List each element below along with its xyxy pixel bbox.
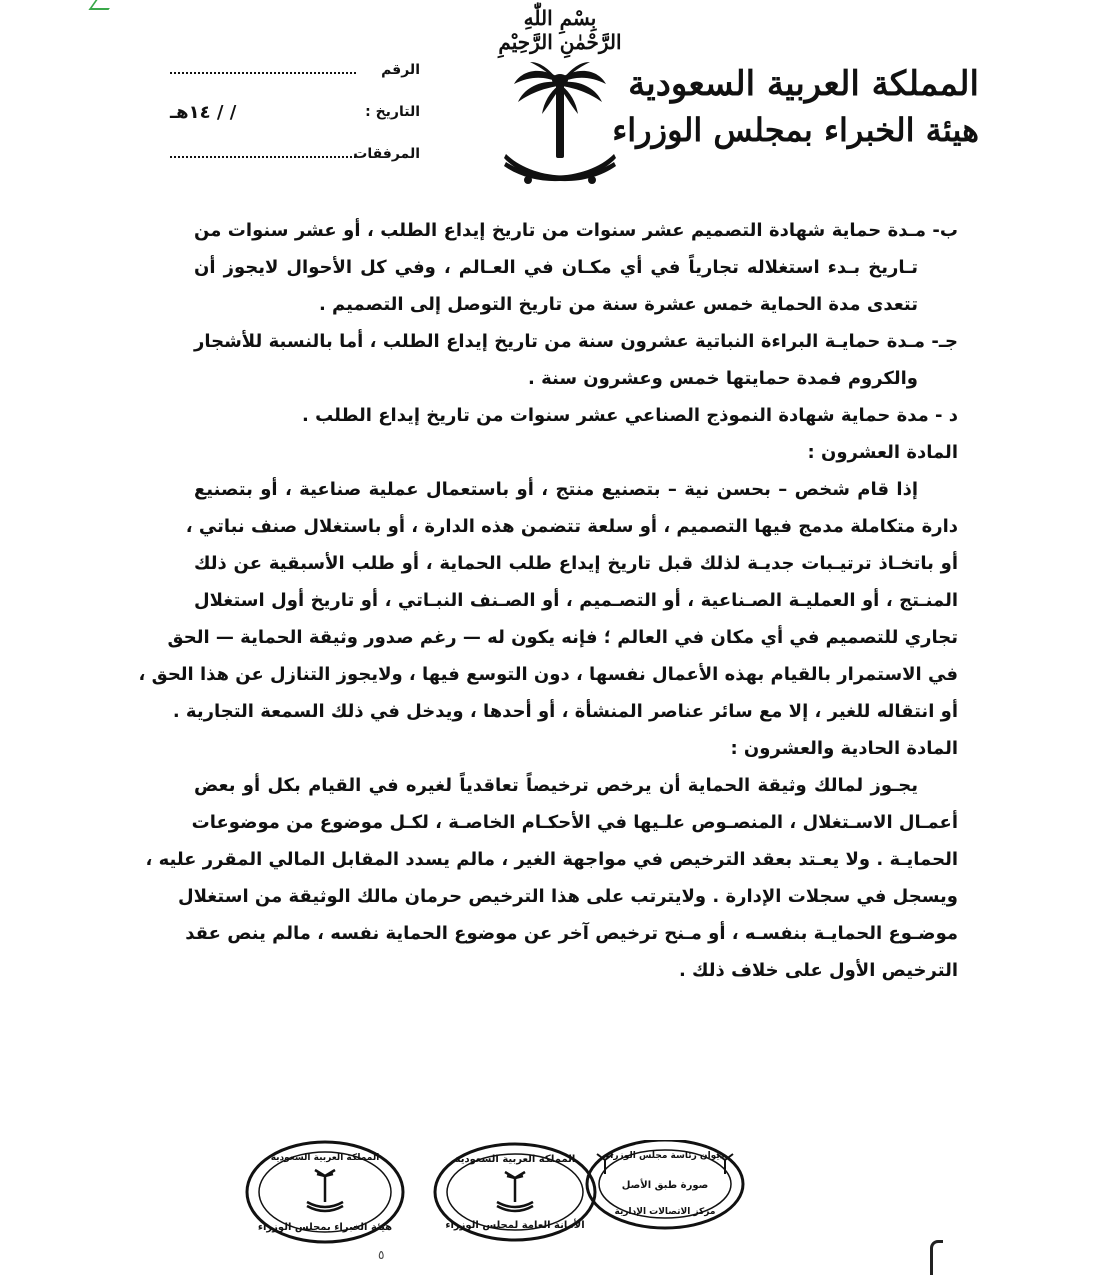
paragraph-j-line: والكروم فمدة حمايتها خمس وعشرون سنة . <box>527 368 918 389</box>
attachments-row <box>160 142 420 184</box>
article-21-line: موضـوع الحمايـة بنفسـه ، أو مـنح ترخيص آخر عن موضوع الحماية نفسه ، مالم ينص عقد <box>185 923 958 944</box>
article-20-line: في الاستمرار بالقيام بهذه الأعمال نفسها ، دون التوسع فيها ، ولايجوز التنازل عن هذا الحق ، <box>138 664 958 685</box>
seal-2-line-1: المملكة العربية السعودية <box>454 1154 576 1165</box>
ref-number-row <box>160 58 420 100</box>
paragraph-b-line: ب- مـدة حماية شهادة التصميم عشر سنوات من تاريخ إيداع الطلب ، أو عشر سنوات من <box>194 220 958 241</box>
attachments-label: المرفقات <box>353 146 420 162</box>
date-label: التاريخ : <box>365 104 420 120</box>
basmala-calligraphy: بِسْمِ اللّٰهِ الرَّحْمٰنِ الرَّحِيْمِ <box>498 6 622 54</box>
article-21-line: الحمايـة . ولا يعـتد بعقد الترخيص في مواجهة الغير ، مالم يسدد المقابل المالي المقرر عليه ، <box>145 849 958 870</box>
ref-number-label: الرقم <box>381 62 420 78</box>
date-row <box>160 100 420 142</box>
article-21-title: المادة الحادية والعشرون : <box>730 738 958 759</box>
attachments-line <box>170 156 356 158</box>
letterhead-title-block <box>612 60 979 152</box>
paragraph-b-line: تتعدى مدة الحماية خمس عشرة سنة من تاريخ التوصل إلى التصميم . <box>318 294 918 315</box>
article-20-line: أو انتقاله للغير ، إلا مع سائر عناصر المنشأة ، أو أحدها ، ويدخل في ذلك السمعة التجارية . <box>172 701 958 722</box>
article-20-line: أو باتخـاذ ترتيـبات جديـة لذلك قبل تاريخ إيداع طلب الحماية ، أو طلب الأسبقية عن ذلك <box>194 553 958 574</box>
date-value: / / ١٤هـ <box>170 102 237 123</box>
paragraph-j-line: جـ- مـدة حمايـة البراءة النباتية عشرون سنة من تاريخ إيداع الطلب ، أما بالنسبة للأشجار <box>194 331 958 352</box>
margin-bracket <box>930 1240 943 1275</box>
article-20-line: إذا قام شخص – بحسن نية – بتصنيع منتج ، أو باستعمال عملية صناعية ، أو بتصنيع <box>194 479 918 500</box>
seal-3-line-1: ديوان رئاسة مجلس الوزراء <box>605 1151 725 1161</box>
seal-1-line-1: المملكة العربية السعودية <box>270 1153 380 1163</box>
palm-swords-emblem-icon <box>500 58 620 188</box>
ref-number-line <box>170 72 356 74</box>
reference-block <box>160 58 420 184</box>
article-20-line: دارة متكاملة مدمج فيها التصميم ، أو سلعة تتضمن هذه الدارة ، أو باستغلال صنف نباتي ، <box>185 516 958 537</box>
paragraph-d-line: د - مدة حماية شهادة النموذج الصناعي عشر سنوات من تاريخ إيداع الطلب . <box>302 405 958 426</box>
article-20-line: تجاري للتصميم في أي مكان في العالم ؛ فإنه يكون له — رغم صدور وثيقة الحماية — الحق <box>167 627 958 648</box>
article-21-line: أعمـال الاسـتغلال ، المنصـوص علـيها في الأحكـام الخاصـة ، لكـل موضوع من موضوعات <box>191 812 958 833</box>
seal-3-line-3: مركز الاتصالات الإدارية <box>614 1207 716 1217</box>
page-number: ٥ <box>378 1248 385 1262</box>
seal-3-line-2: صورة طبق الأصل <box>621 1180 709 1191</box>
seal-1-line-2: هيئة الخبراء بمجلس الوزراء <box>257 1222 393 1233</box>
article-21-line: ويسجل في سجلات الإدارة . ولايترتب على هذا الترخيص حرمان مالك الوثيقة من استغلال <box>177 886 958 907</box>
corner-mark <box>88 0 115 10</box>
seal-2-line-2: الأمانة العامة لمجلس الوزراء <box>445 1220 585 1231</box>
paragraph-b-line: تـاريخ بـدء استغلاله تجارياً في أي مكـان في العـالم ، وفي كل الأحوال لايجوز أن <box>194 257 918 278</box>
document-body <box>138 212 958 989</box>
article-21-line: يجـوز لمالك وثيقة الحماية أن يرخص ترخيصاً تعاقدياً لغيره في القيام بكل أو بعض <box>194 775 918 796</box>
official-seals <box>245 1140 765 1260</box>
article-20-title: المادة العشرون : <box>807 442 958 463</box>
authority-name: هيئة الخبراء بمجلس الوزراء <box>612 111 979 149</box>
article-20-line: المنـتج ، أو العمليـة الصـناعية ، أو التصـميم ، أو الصـنف النبـاتي ، أو تاريخ أول استغلال <box>194 590 958 611</box>
kingdom-name: المملكة العربية السعودية <box>628 64 979 104</box>
article-21-line: الترخيص الأول على خلاف ذلك . <box>678 960 958 981</box>
